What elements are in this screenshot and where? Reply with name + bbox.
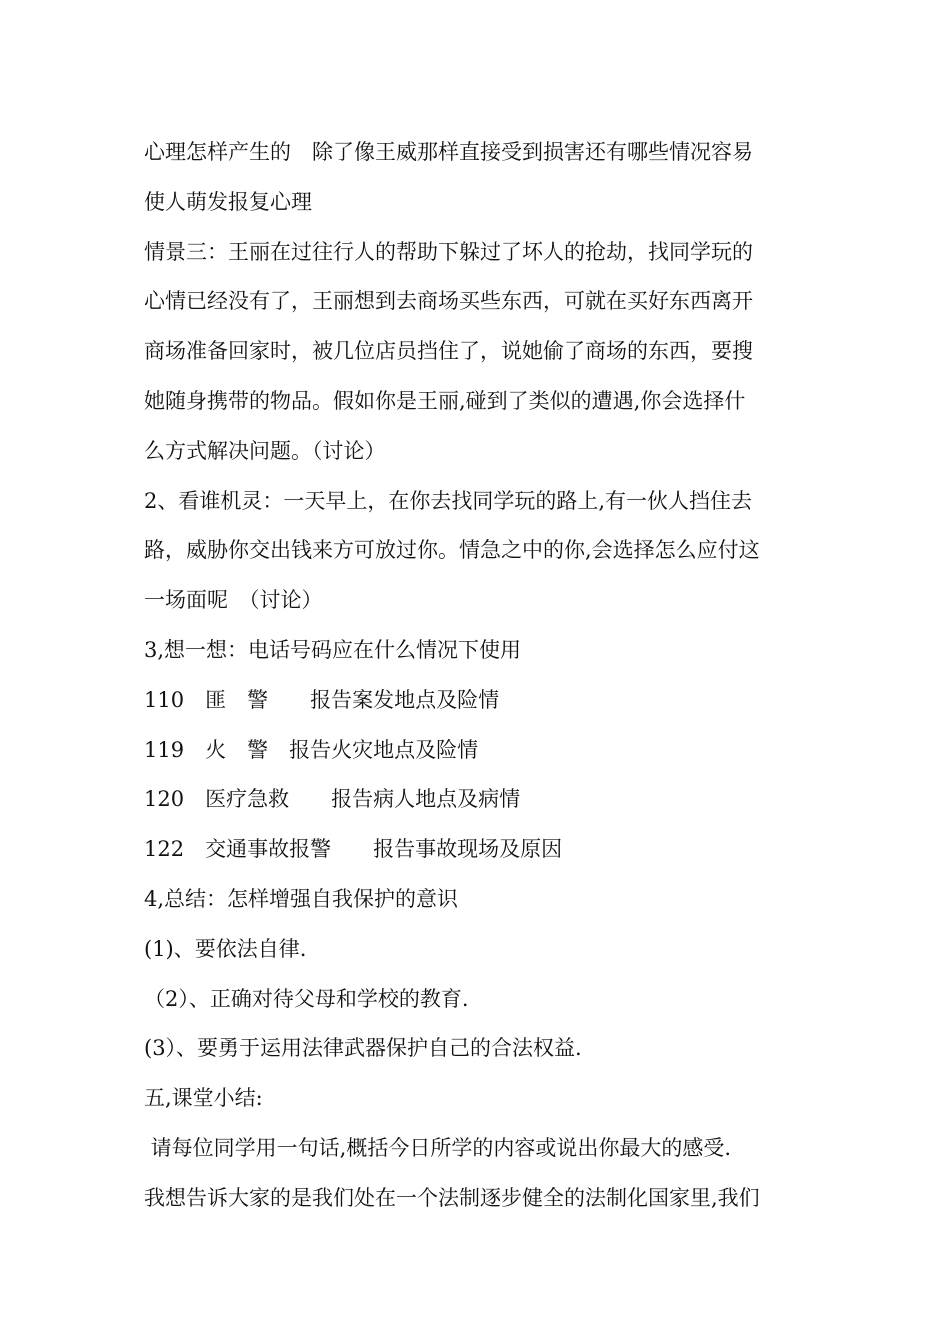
text-line: (3）、要勇于运用法律武器保护自己的合法权益. xyxy=(144,1036,582,1061)
text-line: 五,课堂小结: xyxy=(144,1086,263,1111)
text-line: 么方式解决问题。（讨论） xyxy=(144,438,386,463)
document-body xyxy=(144,128,812,1224)
text-line: 情景三：王丽在过往行人的帮助下躲过了坏人的抢劫，找同学玩的 xyxy=(144,239,753,264)
text-line: 她随身携带的物品。假如你是王丽,碰到了类似的遭遇,你会选择什 xyxy=(144,388,746,413)
text-line: （2）、正确对待父母和学校的教育. xyxy=(144,986,469,1011)
text-line: 4,总结：怎样增强自我保护的意识 xyxy=(144,886,459,911)
text-line: 120 医疗急救 报告病人地点及病情 xyxy=(144,787,521,812)
text-line: 心情已经没有了，王丽想到去商场买些东西，可就在买好东西离开 xyxy=(144,289,753,314)
text-line: 122 交通事故报警 报告事故现场及原因 xyxy=(144,837,563,862)
text-line: 110 匪 警 报告案发地点及险情 xyxy=(144,687,500,712)
text-line: 请每位同学用一句话,概括今日所学的内容或说出你最大的感受. xyxy=(144,1135,732,1160)
text-line: 心理怎样产生的 除了像王威那样直接受到损害还有哪些情况容易 xyxy=(144,140,753,164)
text-line: (1)、要依法自律. xyxy=(144,936,307,961)
text-line: 119 火 警 报告火灾地点及险情 xyxy=(144,737,479,762)
text-line: 商场准备回家时，被几位店员挡住了，说她偷了商场的东西，要搜 xyxy=(144,339,753,364)
text-line: 2、看谁机灵：一天早上，在你去找同学玩的路上,有一伙人挡住去 xyxy=(144,488,753,513)
text-line: 3,想一想：电话号码应在什么情况下使用 xyxy=(144,637,522,662)
text-line: 路，威胁你交出钱来方可放过你。情急之中的你,会选择怎么应付这 xyxy=(144,538,760,563)
text-line: 我想告诉大家的是我们处在一个法制逐步健全的法制化国家里,我们 xyxy=(144,1185,760,1210)
text-line: 使人萌发报复心理 xyxy=(144,189,312,214)
text-line: 一场面呢 （讨论） xyxy=(144,588,323,613)
